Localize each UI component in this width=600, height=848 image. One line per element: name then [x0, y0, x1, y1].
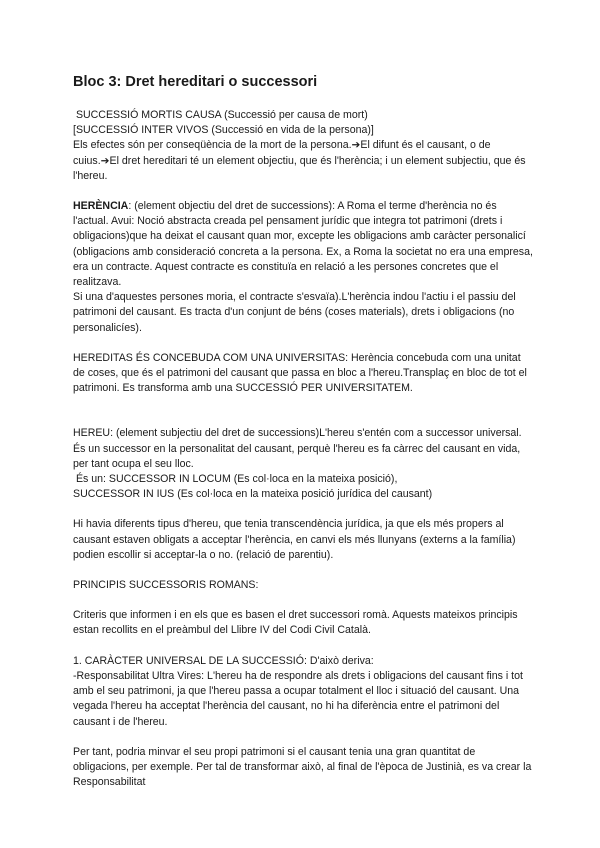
tipus-hereu-paragraph: Hi havia diferents tipus d'hereu, que tenia transcendència jurídica, ja que els més propers al causant estaven obligats a acceptar l'herència, en canvi els més llunyans (externs a la família) podien escollir si acceptar-la o no. (relació de parentiu). [73, 518, 516, 561]
document-body [73, 108, 533, 790]
caracter-universal-line: 1. CARÀCTER UNIVERSAL DE LA SUCCESSIÓ: D'això deriva: [73, 654, 374, 667]
efectes-paragraph: Els efectes són per conseqüència de la mort de la persona.➔El difunt és el causant, o de cuius.➔El dret hereditari té un element objectiu, que és l'herència; i un element subjectiu, que és l'hereu. [73, 139, 526, 182]
hereu-paragraph: HEREU: (element subjectiu del dret de successions)L'hereu s'entén com a successor universal. És un successor en la personalitat del causant, perquè l'hereu es fa càrrec del causant en vida, per tant ocupa el seu lloc. [73, 427, 522, 470]
mortis-causa-line: SUCCESSIÓ MORTIS CAUSA (Successió per causa de mort) [73, 109, 368, 121]
herencia-term: HERÈNCIA [73, 200, 129, 213]
document-title: Bloc 3: Dret hereditari o successori [73, 74, 318, 90]
criteris-paragraph: Criteris que informen i en els que es basen el dret successori romà. Aquests mateixos principis estan recollits en el preàmbul del Llibre IV del Codi Civil Català. [73, 609, 518, 637]
principis-heading: PRINCIPIS SUCCESSORIS ROMANS: [73, 579, 259, 592]
ultra-vires-paragraph: -Responsabilitat Ultra Vires: L'hereu ha de respondre als drets i obligacions del causant fins i tot amb el seu patrimoni, ja que l'hereu passa a ocupar totalment el lloc i situació del causant. Una vegada l'hereu ha acceptat l'herència del causant, no hi ha diferència entre el patrimoni del causant i de l'hereu. [73, 669, 523, 728]
hereditas-paragraph: HEREDITAS ÉS CONCEBUDA COM UNA UNIVERSITAS: Herència concebuda com una unitat de coses, que és el patrimoni del causant que passa en bloc a l'hereu.Transplaç en bloc de tot el patrimoni. Es transforma amb una SUCCESSIÓ PER UNIVERSITATEM. [73, 351, 527, 395]
herencia-continuation: Si una d'aquestes persones moria, el contracte s'esvaïa).L'herència indou l'actiu i el passiu del patrimoni del causant. Es tracta d'un conjunt de béns (coses materials), drets i obligacions (no personalicíes). [73, 291, 516, 334]
inter-vivos-line: [SUCCESSIÓ INTER VIVOS (Successió en vida de la persona)] [73, 124, 374, 137]
successor-in-ius-line: SUCCESSOR IN IUS (Es col·loca en la mateixa posició jurídica del causant) [73, 488, 433, 501]
successor-in-locum-line: És un: SUCCESSOR IN LOCUM (Es col·loca en la mateixa posició), [73, 473, 398, 486]
per-tant-paragraph: Per tant, podria minvar el seu propi patrimoni si el causant tenia una gran quantitat de obligacions, per exemple. Per tal de transformar això, al final de l'època de Justinià, es va crear la Responsabilitat [73, 745, 532, 789]
herencia-paragraph [73, 199, 533, 290]
herencia-text: : (element objectiu del dret de successions): A Roma el terme d'herència no és l'actual. Avui: Noció abstracta creada pel pensament jurídic que integra tot patrimoni (drets i obligacions)que ha deixat el causant quan mor, excepte les obligacions amb caràcter personalicí (obligacions amb consideració concreta a la persona. Ex, a Roma la societat no era una empresa, era un contracte. Aquest contracte es constituïa en relació a les persones concretes que el realitzava. [73, 200, 533, 289]
